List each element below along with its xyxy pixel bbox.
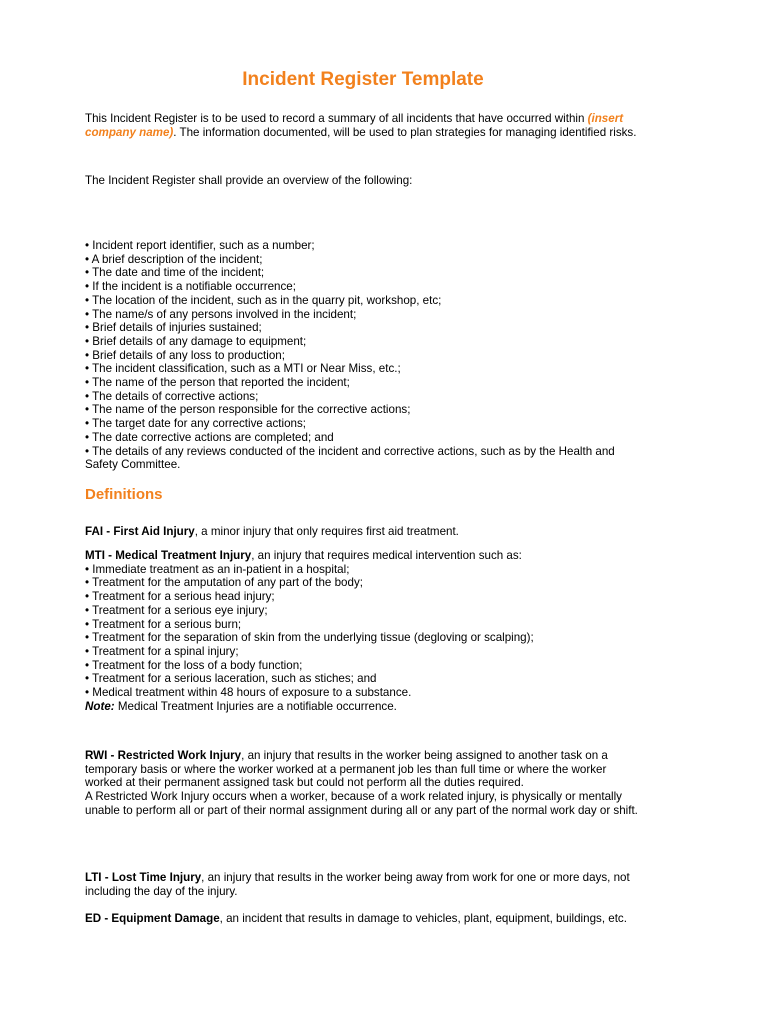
definition-intro: [85, 549, 645, 563]
definition-fai: [85, 525, 645, 539]
note-text: Medical Treatment Injuries are a notifiable occurrence.: [114, 699, 397, 713]
definition-term: LTI - Lost Time Injury: [85, 871, 202, 884]
definition-lti: [85, 871, 645, 898]
list-item: • Treatment for a serious laceration, such as stiches; and: [85, 672, 377, 686]
list-item: • Treatment for a spinal injury;: [85, 644, 239, 658]
mti-note: [85, 700, 645, 714]
definition-term: FAI - First Aid Injury: [85, 525, 195, 538]
list-item: • Medical treatment within 48 hours of exposure to a substance.: [85, 686, 412, 700]
list-item: • Treatment for the separation of skin from the underlying tissue (degloving or scalping);: [85, 631, 534, 645]
list-item: • The date and time of the incident;: [85, 266, 265, 280]
list-item: • Brief details of any damage to equipment;: [85, 334, 307, 348]
list-item: • The location of the incident, such as in the quarry pit, workshop, etc;: [85, 293, 442, 307]
list-item: • The name of the person that reported the incident;: [85, 376, 350, 390]
list-item: • Treatment for the amputation of any part of the body;: [85, 576, 363, 590]
definition-term: MTI - Medical Treatment Injury: [85, 549, 252, 562]
list-item: • The date corrective actions are completed; and: [85, 430, 334, 444]
definition-intro: [85, 749, 645, 790]
definition-description: , an injury that results in the worker being assigned to another task on a temporary basis or where the worker worked at a permanent job les than full time or where the worker worked at their permanent assigned task but could not perform all the duties required.: [85, 749, 608, 790]
definition-description: , a minor injury that only requires first aid treatment.: [194, 525, 459, 538]
definition-description: , an injury that requires medical intervention such as:: [251, 549, 522, 562]
document-title: Incident Register Template: [242, 69, 484, 90]
list-item: • Treatment for the loss of a body function;: [85, 658, 303, 672]
definition-description: , an incident that results in damage to vehicles, plant, equipment, buildings, etc.: [219, 912, 627, 925]
mti-treatment-list: [85, 563, 645, 700]
list-item: • The details of any reviews conducted of the incident and corrective actions, such as by the Health and Safety Committee.: [85, 444, 615, 472]
list-item: • A brief description of the incident;: [85, 252, 263, 266]
definition-rwi: [85, 749, 645, 818]
list-item: • Treatment for a serious burn;: [85, 617, 242, 631]
overview-list: [85, 239, 645, 472]
list-item: • Brief details of any loss to production;: [85, 348, 285, 362]
definition-ed: [85, 912, 645, 926]
overview-intro: The Incident Register shall provide an overview of the following:: [85, 174, 413, 187]
list-item: • The target date for any corrective actions;: [85, 417, 307, 431]
definition-term: RWI - Restricted Work Injury: [85, 749, 242, 762]
list-item: • Treatment for a serious eye injury;: [85, 603, 268, 617]
intro-paragraph: [85, 112, 645, 139]
list-item: • Incident report identifier, such as a number;: [85, 239, 315, 252]
intro-text-end: . The information documented, will be used to plan strategies for managing identified risks.: [173, 125, 637, 139]
definitions-heading: Definitions: [85, 486, 163, 503]
list-item: • The incident classification, such as a MTI or Near Miss, etc.;: [85, 362, 401, 376]
list-item: • The details of corrective actions;: [85, 389, 259, 403]
definition-description: , an injury that results in the worker being away from work for one or more days, not including the day of the injury.: [85, 871, 630, 898]
list-item: • Brief details of injuries sustained;: [85, 321, 262, 335]
list-item: • Immediate treatment as an in-patient in a hospital;: [85, 562, 350, 576]
list-item: • If the incident is a notifiable occurrence;: [85, 280, 296, 294]
list-item: • The name of the person responsible for the corrective actions;: [85, 403, 411, 417]
list-item: • The name/s of any persons involved in the incident;: [85, 307, 357, 321]
intro-text-start: This Incident Register is to be used to record a summary of all incidents that have occurred within: [85, 112, 588, 125]
definition-detail: A Restricted Work Injury occurs when a worker, because of a work related injury, is physically or mentally unable to perform all or part of their normal assignment during all or any part of the normal work day or shift.: [85, 790, 638, 817]
list-item: • Treatment for a serious head injury;: [85, 590, 275, 604]
definition-mti: [85, 549, 645, 713]
company-name-placeholder: (insert company name): [85, 112, 624, 139]
definition-term: ED - Equipment Damage: [85, 912, 220, 925]
note-label: Note:: [85, 699, 115, 713]
